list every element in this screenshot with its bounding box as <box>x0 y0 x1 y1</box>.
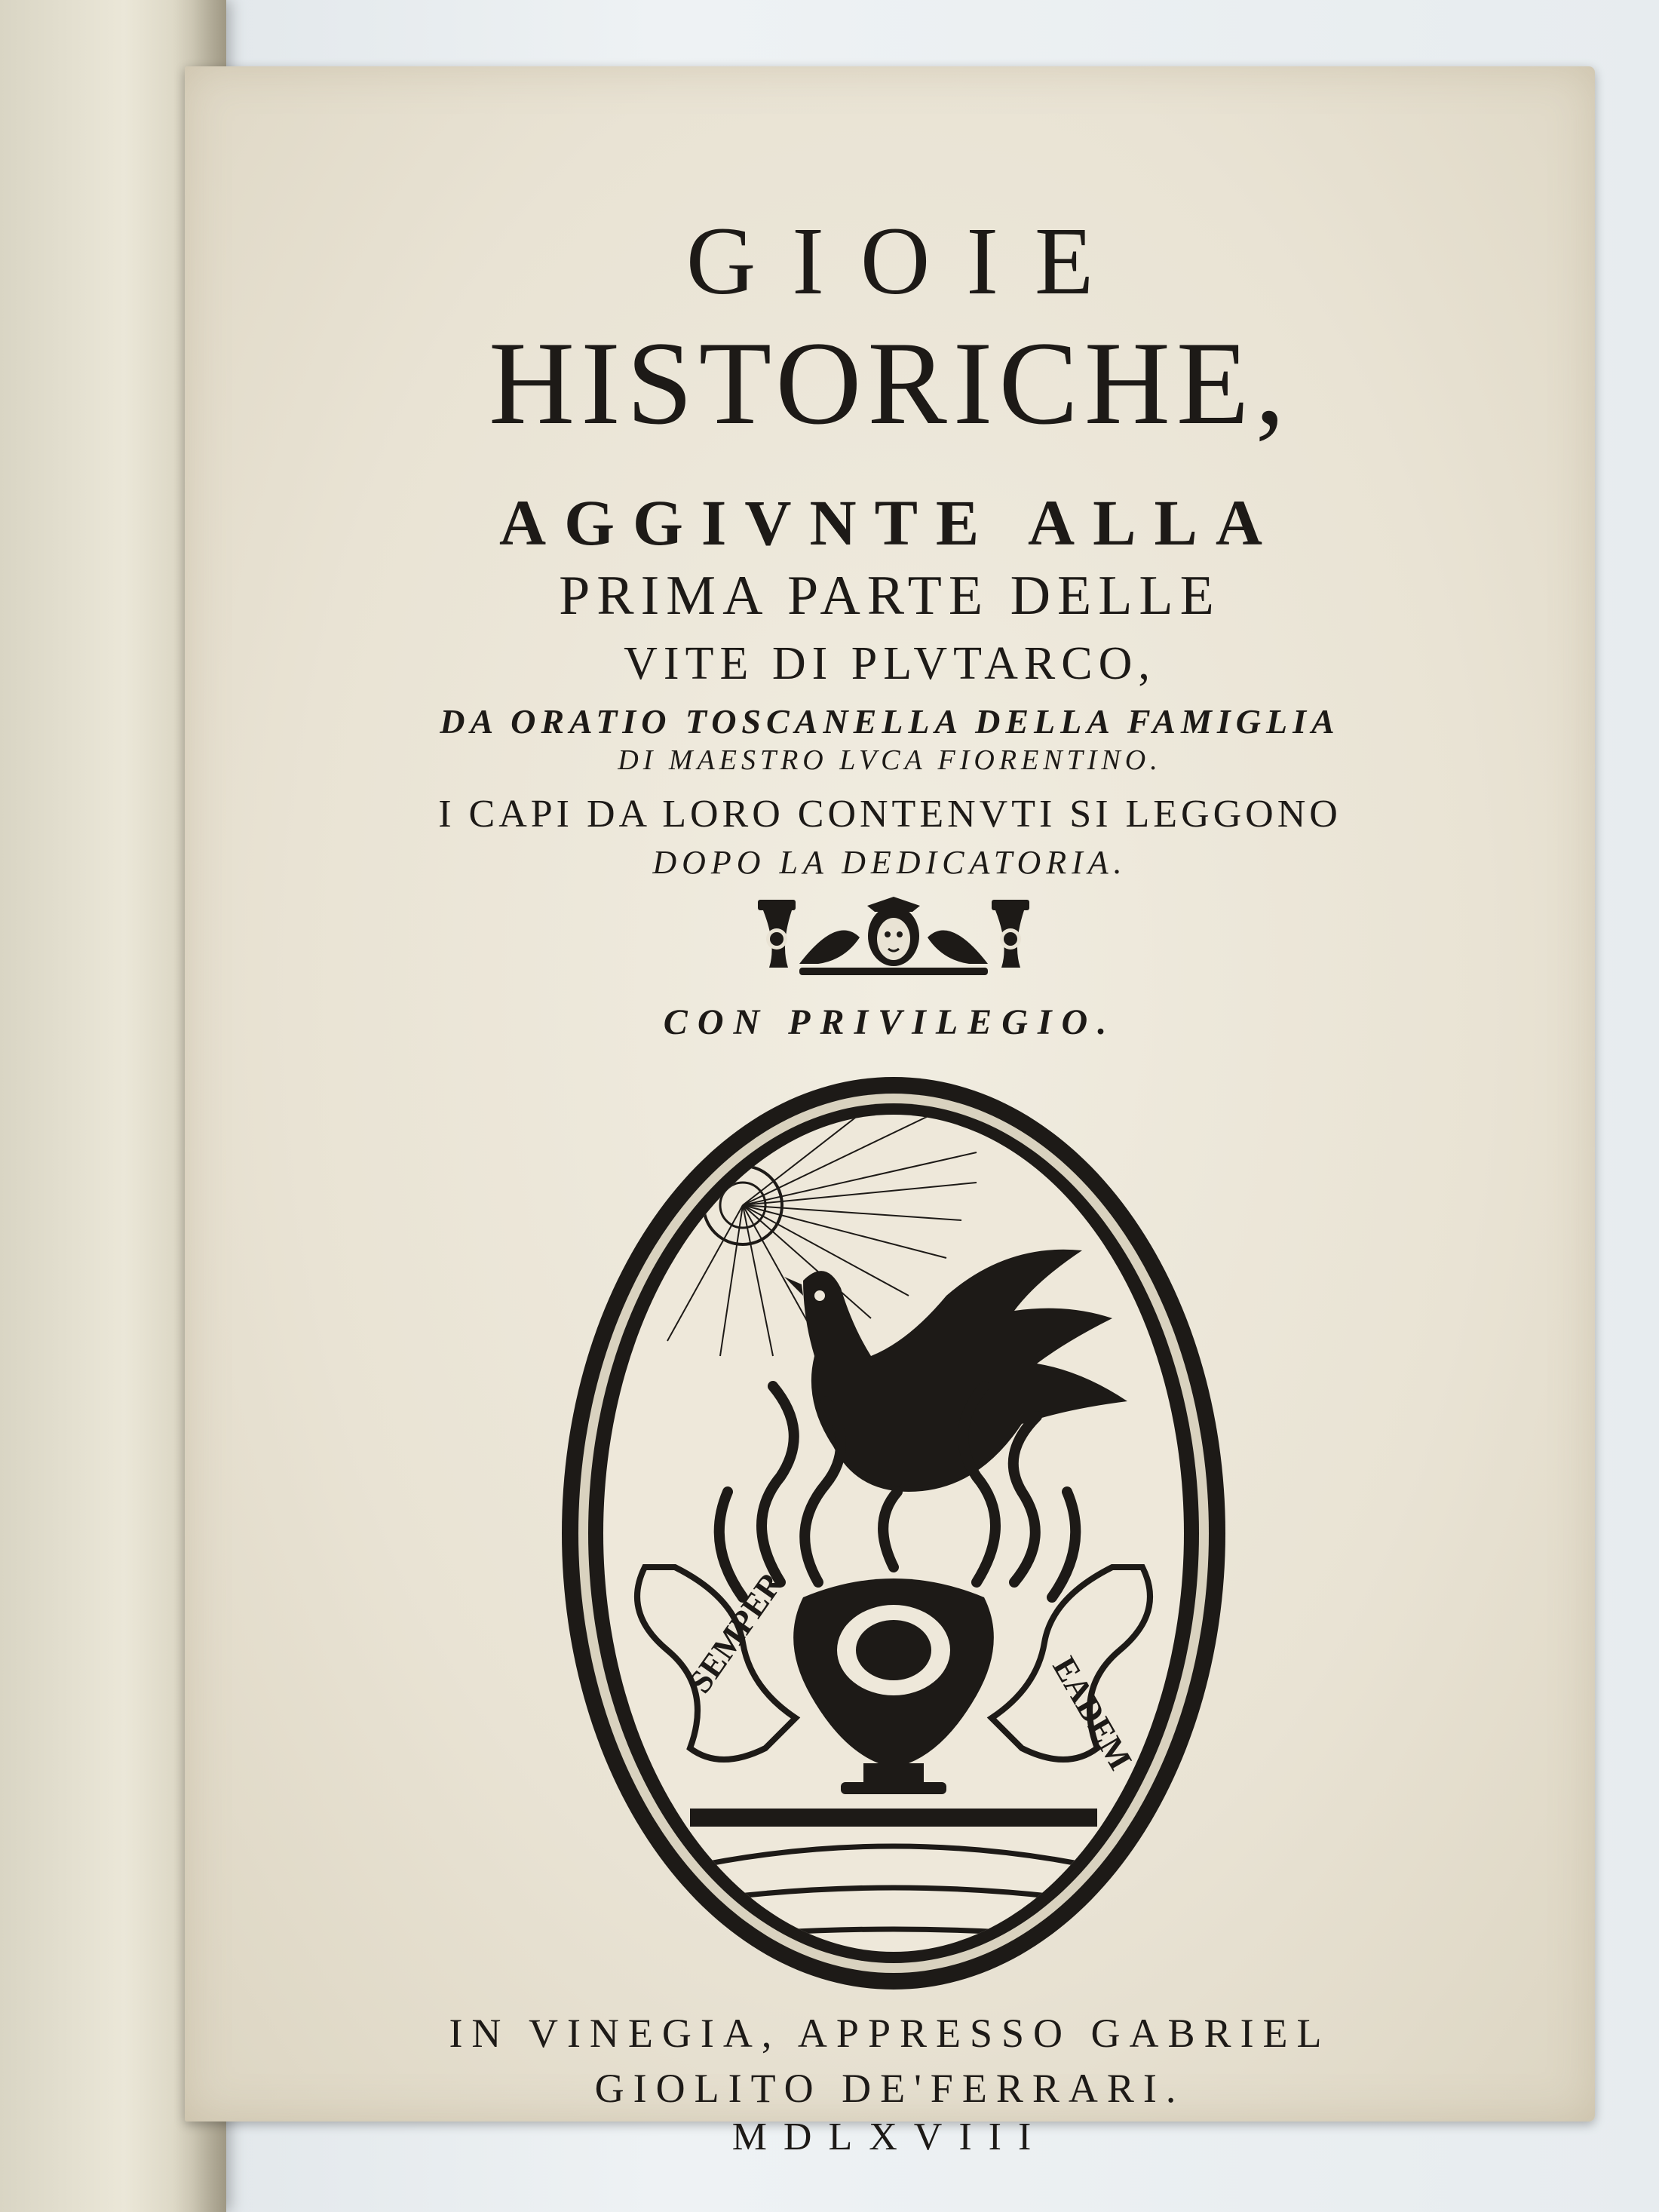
author-line-2: DI MAESTRO LVCA FIORENTINO. <box>618 744 1162 776</box>
imprint-line-1: IN VINEGIA, APPRESSO GABRIEL <box>449 2011 1331 2056</box>
title-page <box>185 66 1595 2158</box>
imprint-line-2: GIOLITO DE'FERRARI. <box>594 2066 1185 2111</box>
imprint-year: MDLXVIII <box>731 2115 1048 2158</box>
contents-line-2: DOPO LA DEDICATORIA. <box>652 844 1127 881</box>
title-line-5: VITE DI PLVTARCO, <box>624 638 1156 689</box>
motto-right: EADEM <box>1045 1650 1139 1776</box>
contents-line-1: I CAPI DA LORO CONTENVTI SI LEGGONO <box>438 793 1342 836</box>
title-line-3: AGGIVNTE ALLA <box>499 486 1280 559</box>
phoenix-printers-device <box>554 1069 1233 1997</box>
privilege-line: CON PRIVILEGIO. <box>663 1002 1117 1042</box>
title-line-1: GIOIE <box>685 207 1130 314</box>
author-line-1: DA ORATIO TOSCANELLA DELLA FAMIGLIA <box>440 702 1340 741</box>
title-line-2: HISTORICHE, <box>489 318 1291 449</box>
motto-left: SEMPER <box>681 1565 791 1700</box>
printers-ornament-icon <box>754 892 1033 983</box>
title-line-4: PRIMA PARTE DELLE <box>559 565 1221 627</box>
